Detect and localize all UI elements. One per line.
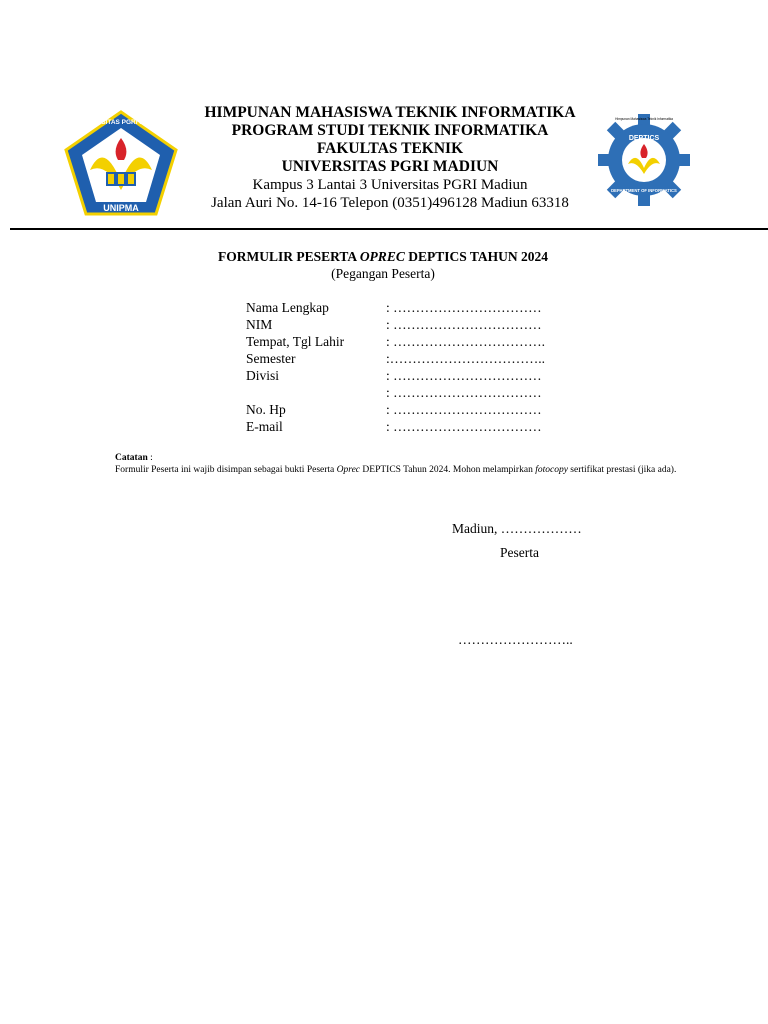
field-label: Semester	[246, 351, 296, 366]
note-text-mid: DEPTICS Tahun 2024. Mohon melampirkan	[360, 465, 536, 475]
field-value: : ……………………………	[386, 402, 542, 417]
deptics-top-text: Himpunan Mahasiswa Teknik Informatika	[615, 117, 673, 121]
field-label: Tempat, Tgl Lahir	[246, 334, 345, 349]
note-text-pre: Formulir Peserta ini wajib disimpan sebagai bukti Peserta	[115, 465, 337, 475]
note-colon: :	[147, 453, 153, 463]
field-value: : …………………………….	[386, 334, 546, 349]
field-label: E-mail	[246, 419, 283, 434]
field-label: No. Hp	[246, 402, 286, 417]
letterhead	[190, 104, 590, 212]
letterhead-faculty: FAKULTAS TEKNIK	[316, 140, 464, 157]
note-text-post: sertifikat prestasi (jika ada).	[567, 465, 677, 475]
letterhead-campus: Kampus 3 Lantai 3 Universitas PGRI Madiun	[252, 177, 528, 193]
signature-line: ……………………..	[458, 632, 573, 647]
field-value: : ……………………………	[386, 317, 542, 332]
field-value: : ……………………………	[386, 300, 542, 315]
note-em-fotocopy: fotocopy	[535, 465, 568, 475]
field-label: Nama Lengkap	[246, 300, 329, 315]
field-value: :……………………………..	[386, 351, 546, 366]
field-label: NIM	[246, 317, 273, 332]
field-label: Divisi	[246, 368, 280, 383]
field-value: : ……………………………	[386, 419, 542, 434]
form-title-pre: FORMULIR PESERTA	[218, 249, 360, 264]
letterhead-address: Jalan Auri No. 14-16 Telepon (0351)496128 Madiun 63318	[211, 195, 569, 211]
field-value: : ……………………………	[386, 368, 542, 383]
note-title: Catatan	[115, 453, 148, 463]
deptics-mark: DEPTICS	[628, 135, 660, 142]
field-value: : ……………………………	[386, 385, 542, 400]
letterhead-organization: HIMPUNAN MAHASISWA TEKNIK INFORMATIKA	[204, 104, 576, 121]
deptics-logo	[596, 112, 692, 208]
deptics-ring-text: DEPARTMENT OF INFORMATICS	[611, 188, 677, 193]
letterhead-program: PROGRAM STUDI TEKNIK INFORMATIKA	[231, 122, 549, 139]
unipma-banner-text: UNIPMA	[103, 203, 139, 213]
letterhead-university: UNIVERSITAS PGRI MADIUN	[281, 158, 499, 175]
unipma-ring-text: UNIVERSITAS PGRI MADIUN	[76, 119, 166, 126]
note-text	[115, 464, 715, 476]
note-em-oprec: Oprec	[336, 465, 361, 475]
letterhead-divider	[10, 228, 768, 230]
form-title-post: DEPTICS TAHUN 2024	[404, 249, 548, 264]
unipma-logo	[64, 110, 178, 216]
form-title	[0, 249, 766, 265]
note	[115, 452, 715, 476]
signature-place-date: Madiun, ………………	[452, 521, 582, 536]
form-title-em: OPREC	[359, 249, 405, 264]
form-subtitle: (Pegangan Peserta)	[331, 266, 435, 281]
signature-role: Peserta	[500, 545, 539, 560]
